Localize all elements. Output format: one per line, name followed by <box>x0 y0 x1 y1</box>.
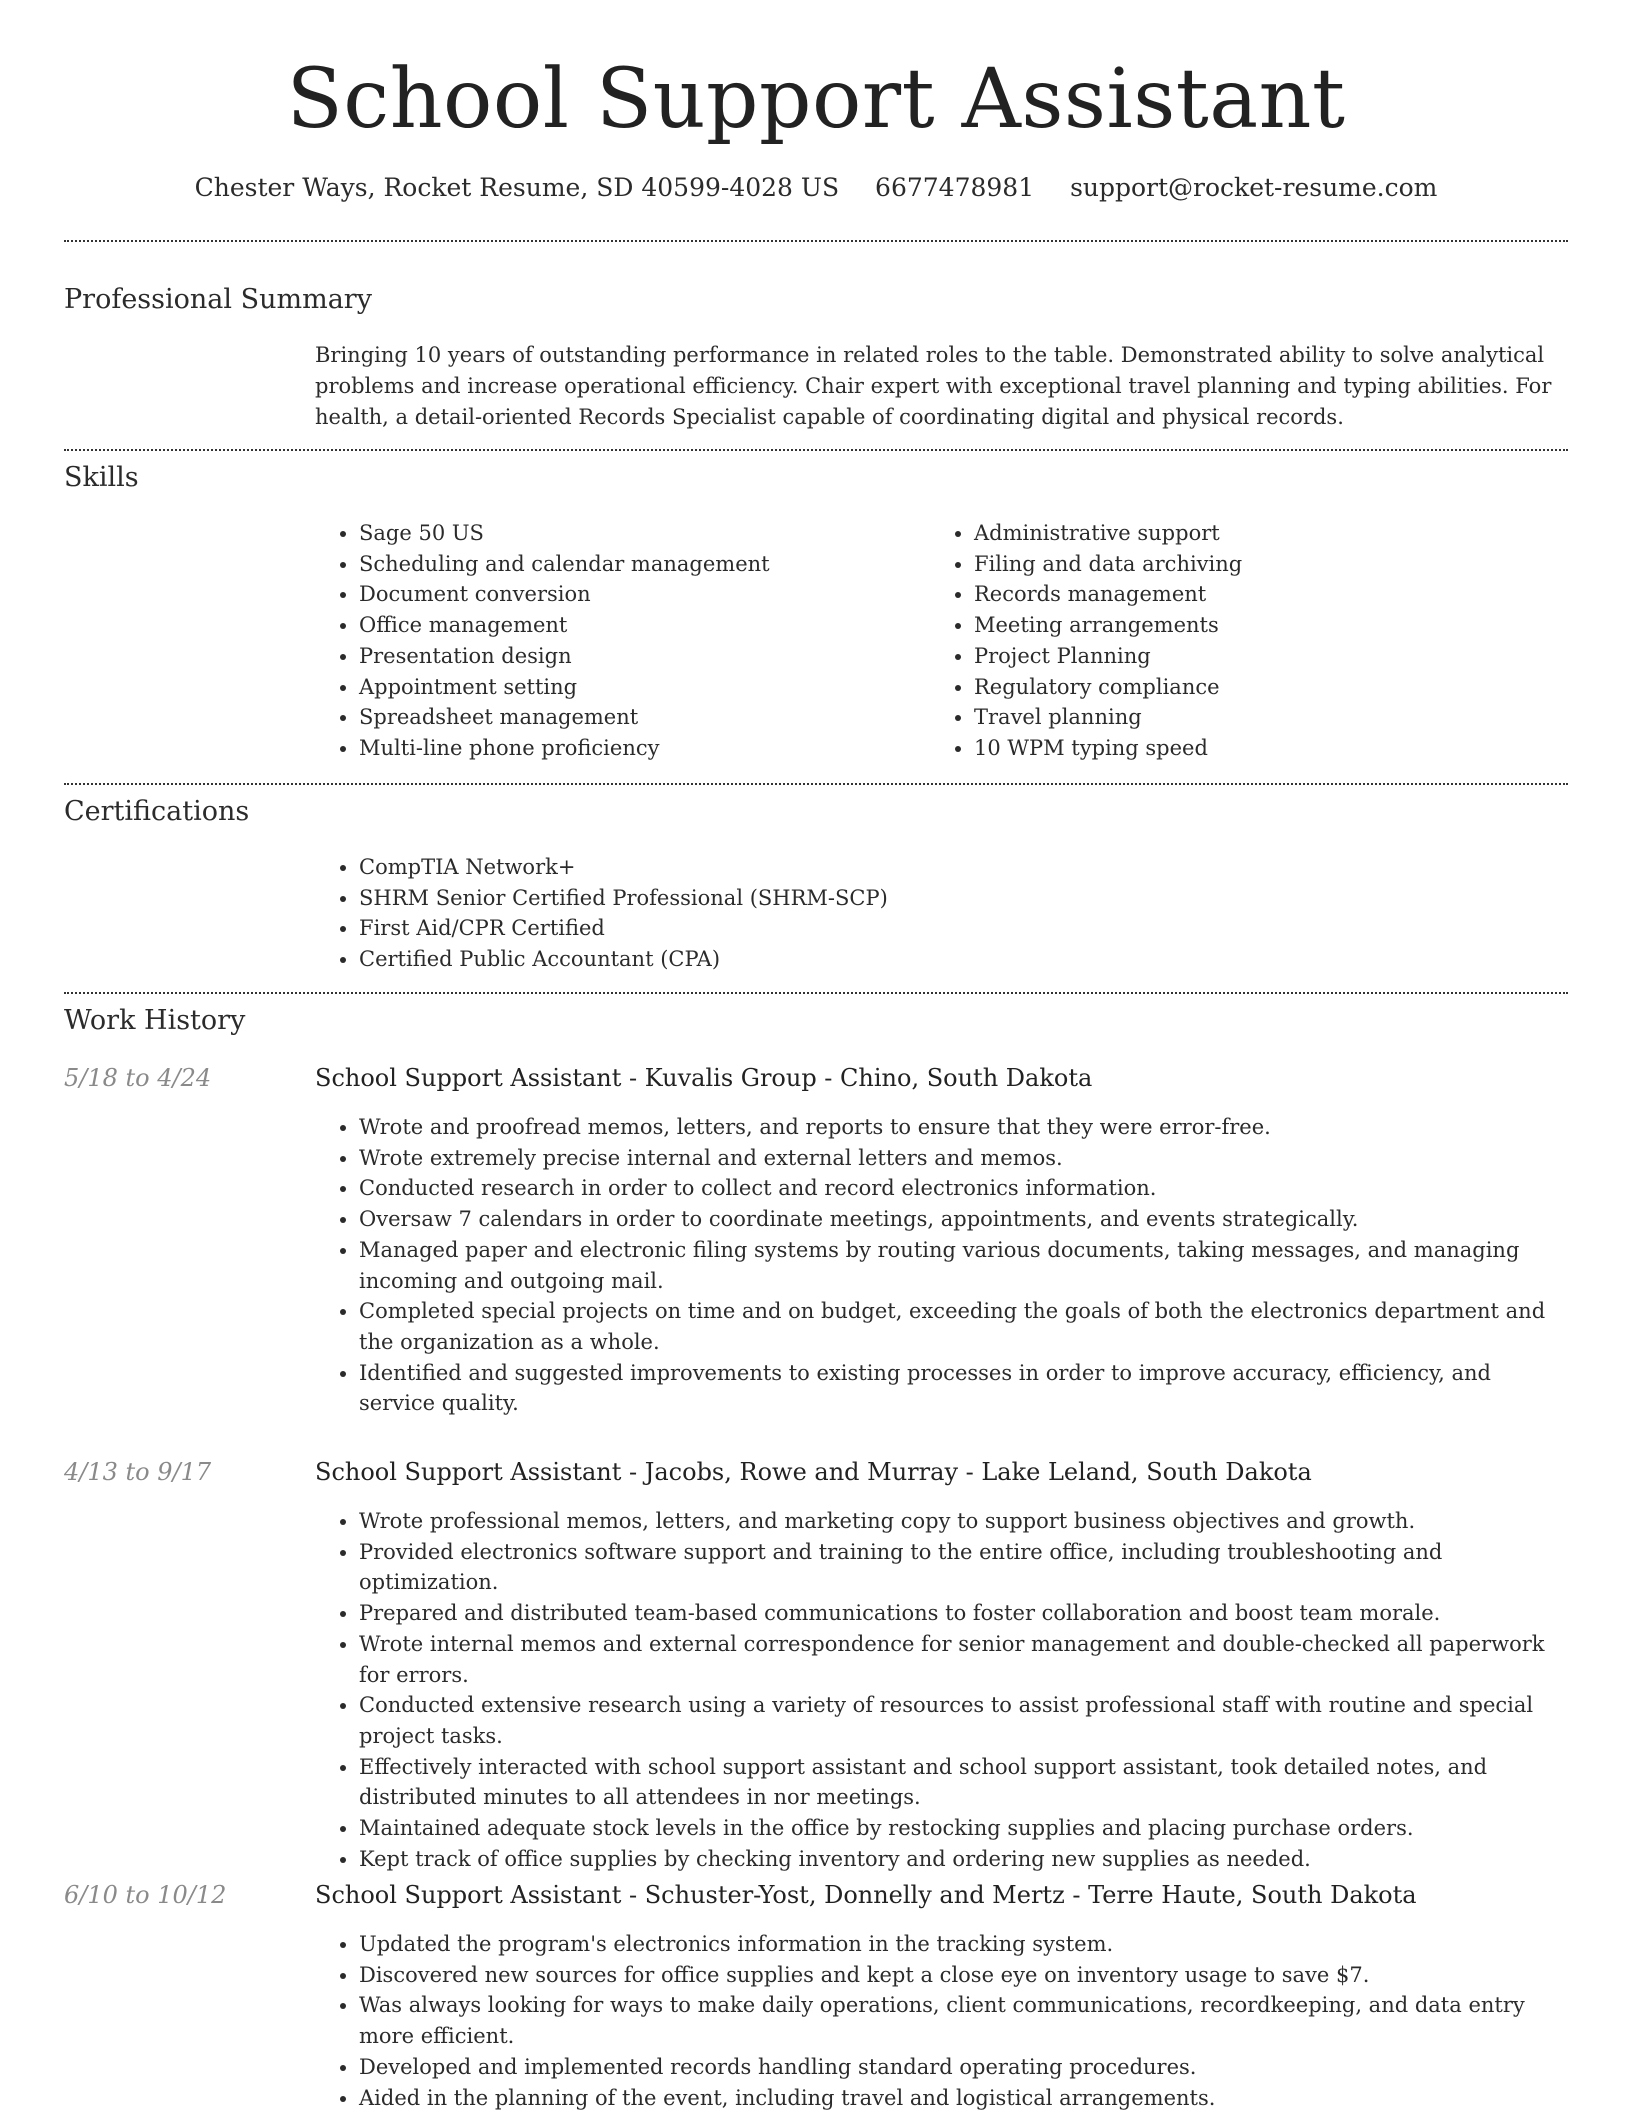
summary-text: Bringing 10 years of outstanding performance in related roles to the table. Demonstrated ability to solve analytical problems and increase operational efficiency. Chair expert with exceptional travel planning and typing abilities. For health, a detail-oriented Records Specialist capable of coordinating digital and physical records. <box>315 343 1552 429</box>
job-bullet: • Updated the program's electronics information in the tracking system. <box>359 1929 1569 1960</box>
job-bullet: • Provided electronics software support and training to the entire office, including troubleshooting and optimization. <box>359 1537 1569 1598</box>
skill-item: • Administrative support <box>974 518 1534 549</box>
job-bullet: • Aided in the planning of the event, including travel and logistical arrangements. <box>359 2083 1569 2113</box>
job-bullet: • Managed paper and electronic filing systems by routing various documents, taking messages, and managing incoming and outgoing mail. <box>359 1235 1569 1296</box>
job-bullet: • Was always looking for ways to make daily operations, client communications, recordkeeping, and data entry more efficient. <box>359 1990 1569 2051</box>
certifications-list <box>315 852 1559 975</box>
skills-list-left <box>315 518 919 764</box>
job-bullet: • Effectively interacted with school support assistant and school support assistant, took detailed notes, and distributed minutes to all attendees in nor meetings. <box>359 1752 1569 1813</box>
certifications-heading: Certifications <box>64 796 250 827</box>
contact-line <box>0 170 1632 206</box>
skill-item: • Appointment setting <box>359 672 919 703</box>
skill-item: • Records management <box>974 579 1534 610</box>
skill-item: • Meeting arrangements <box>974 610 1534 641</box>
job-bullets <box>315 1929 1569 2113</box>
skill-item: • Presentation design <box>359 641 919 672</box>
skill-item: • Regulatory compliance <box>974 672 1534 703</box>
skills-heading: Skills <box>64 462 139 493</box>
job-bullet: • Maintained adequate stock levels in the office by restocking supplies and placing purchase orders. <box>359 1813 1569 1844</box>
skill-item: • Filing and data archiving <box>974 549 1534 580</box>
job-title: School Support Assistant - Kuvalis Group - Chino, South Dakota <box>315 1064 1093 1092</box>
job-bullet: • Discovered new sources for office supplies and kept a close eye on inventory usage to save $7. <box>359 1960 1569 1991</box>
skill-item: • Multi-line phone proficiency <box>359 733 919 764</box>
section-divider <box>64 240 1568 242</box>
work-history-heading: Work History <box>64 1005 246 1036</box>
job-dates: 6/10 to 10/12 <box>64 1881 227 1909</box>
summary-heading: Professional Summary <box>64 284 372 315</box>
job-bullets <box>315 1112 1569 1419</box>
job-bullet: • Conducted research in order to collect and record electronics information. <box>359 1173 1569 1204</box>
skill-item: • Sage 50 US <box>359 518 919 549</box>
section-divider <box>64 449 1568 451</box>
skill-item: • Scheduling and calendar management <box>359 549 919 580</box>
job-title: School Support Assistant - Schuster-Yost, Donnelly and Mertz - Terre Haute, South Dakota <box>315 1881 1417 1909</box>
skill-item: • Project Planning <box>974 641 1534 672</box>
certification-item: • Certified Public Accountant (CPA) <box>359 944 1559 975</box>
contact-address: Chester Ways, Rocket Resume, SD 40599-4028 US <box>194 173 840 202</box>
section-divider <box>64 783 1568 785</box>
skill-item: • Spreadsheet management <box>359 702 919 733</box>
job-dates: 5/18 to 4/24 <box>64 1064 212 1092</box>
job-bullet: • Wrote and proofread memos, letters, and reports to ensure that they were error-free. <box>359 1112 1569 1143</box>
job-title: School Support Assistant - Jacobs, Rowe and Murray - Lake Leland, South Dakota <box>315 1458 1312 1486</box>
skill-item: • Office management <box>359 610 919 641</box>
skill-item: • Document conversion <box>359 579 919 610</box>
job-bullet: • Oversaw 7 calendars in order to coordinate meetings, appointments, and events strategically. <box>359 1204 1569 1235</box>
job-dates: 4/13 to 9/17 <box>64 1458 212 1486</box>
contact-phone: 6677478981 <box>875 173 1035 202</box>
skill-item: • 10 WPM typing speed <box>974 733 1534 764</box>
job-bullet: • Completed special projects on time and on budget, exceeding the goals of both the electronics department and the organization as a whole. <box>359 1296 1569 1357</box>
job-bullet: • Wrote professional memos, letters, and marketing copy to support business objectives and growth. <box>359 1506 1569 1537</box>
job-bullets <box>315 1506 1569 1874</box>
certification-item: • First Aid/CPR Certified <box>359 913 1559 944</box>
certification-item: • CompTIA Network+ <box>359 852 1559 883</box>
section-divider <box>64 992 1568 994</box>
resume-name: School Support Assistant <box>286 52 1346 147</box>
job-bullet: • Kept track of office supplies by checking inventory and ordering new supplies as needed. <box>359 1844 1569 1875</box>
job-bullet: • Identified and suggested improvements to existing processes in order to improve accuracy, efficiency, and service quality. <box>359 1358 1569 1419</box>
contact-email: support@rocket-resume.com <box>1070 173 1438 202</box>
skills-list-right <box>930 518 1534 764</box>
certification-item: • SHRM Senior Certified Professional (SHRM-SCP) <box>359 883 1559 914</box>
job-bullet: • Conducted extensive research using a variety of resources to assist professional staff with routine and special project tasks. <box>359 1690 1569 1751</box>
job-bullet: • Prepared and distributed team-based communications to foster collaboration and boost team morale. <box>359 1598 1569 1629</box>
job-bullet: • Wrote internal memos and external correspondence for senior management and double-checked all paperwork for errors. <box>359 1629 1569 1690</box>
job-bullet: • Wrote extremely precise internal and external letters and memos. <box>359 1143 1569 1174</box>
skill-item: • Travel planning <box>974 702 1534 733</box>
job-bullet: • Developed and implemented records handling standard operating procedures. <box>359 2052 1569 2083</box>
